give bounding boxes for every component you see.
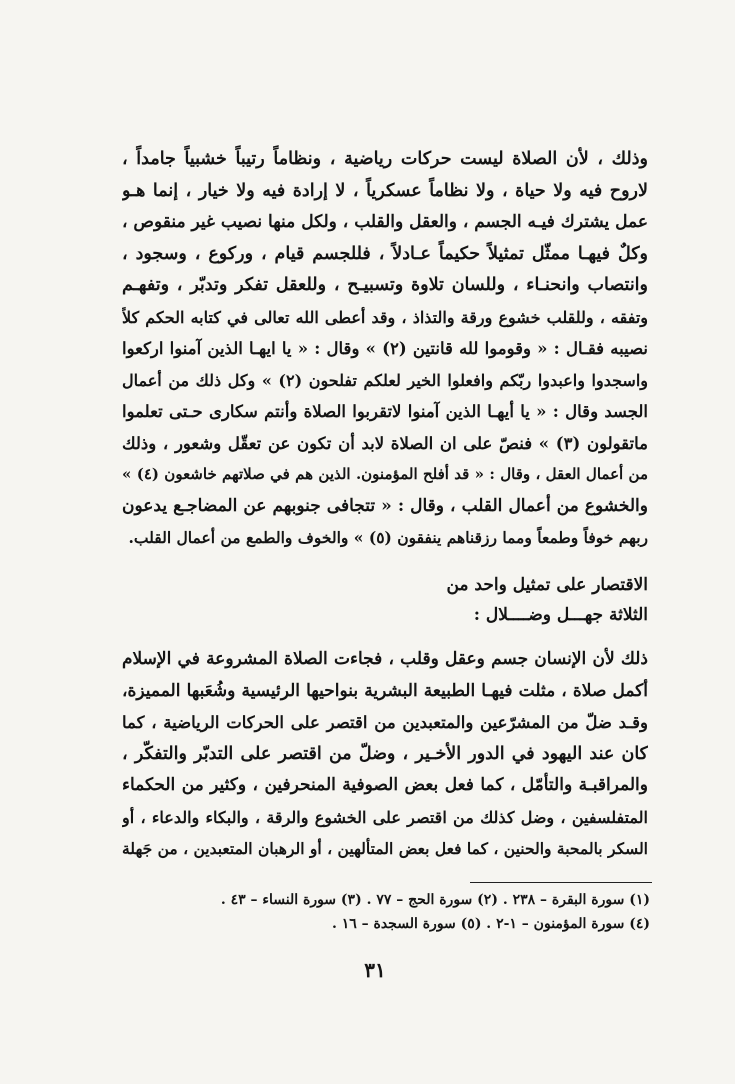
- text-line: والمراقبـة والتأمّل ، كما فعل بعض الصوفية المنحرفين ، وكثير من الحكماء: [122, 775, 648, 795]
- footnote-separator: [470, 882, 652, 883]
- text-line: ماتقولون (٣) » فنصّ على ان الصلاة لابد أن تكون عن تعقّل وشعور ، وذلك: [122, 433, 648, 453]
- text-line: الجسد وقال : « يا أيهـا الذين آمنوا لاتقربوا الصلاة وأنتم سكارى حـتى تعلموا: [122, 402, 648, 421]
- text-line: السكر بالمحبة والحنين ، كما فعل بعض المتألهين ، أو الرهبان المتعبدين ، من جَهلة: [122, 839, 648, 858]
- text-line: نصيبه فقـال : « وقوموا لله قانتين (٢) » وقال : « يا ايهـا الذين آمنوا اركعوا: [122, 339, 648, 358]
- text-line: وذلك ، لأن الصلاة ليست حركات رياضية ، ونظاماً رتيباً خشبياً جامداً ،: [122, 149, 648, 169]
- page-number: ٣١: [364, 958, 386, 982]
- text-line: وتفقه ، وللقلب خشوع ورقة والتذاذ ، وقد أعطى الله تعالى في كتابه الحكم كلاً: [122, 307, 648, 327]
- text-line: عمل يشترك فيـه الجسم ، والعقل والقلب ، ولكل منها نصيب غير منقوص ،: [122, 212, 648, 232]
- paragraph-1: [122, 144, 648, 554]
- heading-line: الاقتصار على تمثيل واحد من: [446, 575, 648, 595]
- text-line: المتفلسفين ، وضل كذلك من اقتصر على الخشوع والرقة ، والبكاء والدعاء ، أو: [122, 807, 648, 827]
- text-line: ربهم خوفاً وطمعاً ومما رزقناهم ينفقون (٥) » والخوف والطمع من أعمال القلب.: [128, 528, 648, 547]
- text-line: كان عند اليهود في الدور الأخـير ، وضلّ من اقتصر على التدبّر والتفكّر ،: [122, 743, 648, 764]
- footnote-line: (١) سورة البقرة – ٢٣٨ . (٢) سورة الحج – ٧٧ . (٣) سورة النساء – ٤٣ .: [220, 892, 650, 908]
- text-line: وانتصاب وانحنـاء ، وللسان تلاوة وتسبيـح ، وللعقل تفكر وتدبّر ، وتفهـم: [122, 275, 648, 295]
- text-line: من أعمال العقل ، وقال : « قد أفلح المؤمنون. الذين هم في صلاتهم خاشعون (٤) »: [122, 465, 648, 483]
- heading-line: الثلاثة جهـــل وضــــلال :: [473, 605, 648, 625]
- text-line: ذلك لأن الإنسان جسم وعقل وقلب ، فجاءت الصلاة المشروعة في الإسلام: [122, 649, 648, 669]
- text-line: والخشوع من أعمال القلب ، وقال : « تتجافى جنوبهم عن المضاجـع يدعون: [122, 495, 648, 516]
- paragraph-2: [122, 644, 648, 865]
- text-line: وقـد ضلّ من المشرّعين والمتعبدين من اقتصر على الحركات الرياضية ، كما: [122, 713, 648, 732]
- section-heading: [300, 570, 648, 630]
- text-line: وكلٌ فيهـا ممثّل تمثيلاً حكيماً عـادلاً ، فللجسم قيام ، وركوع ، وسجود ،: [122, 243, 648, 264]
- text-line: لاروح فيه ولا حياة ، ولا نظاماً عسكرياً ، لا إرادة فيه ولا خيار ، إنما هـو: [122, 180, 648, 201]
- footnotes: [130, 888, 650, 936]
- text-line: واسجدوا واعبدوا ربّكم وافعلوا الخير لعلكم تفلحون (٢) » وكل ذلك من أعمال: [122, 370, 648, 390]
- text-line: أكمل صلاة ، مثلت فيهـا الطبيعة البشرية بنواحيها الرئيسية وشُعَبها المميزة،: [122, 680, 648, 701]
- footnote-line: (٤) سورة المؤمنون – ١-٢ . (٥) سورة السجدة – ١٦ .: [331, 916, 650, 932]
